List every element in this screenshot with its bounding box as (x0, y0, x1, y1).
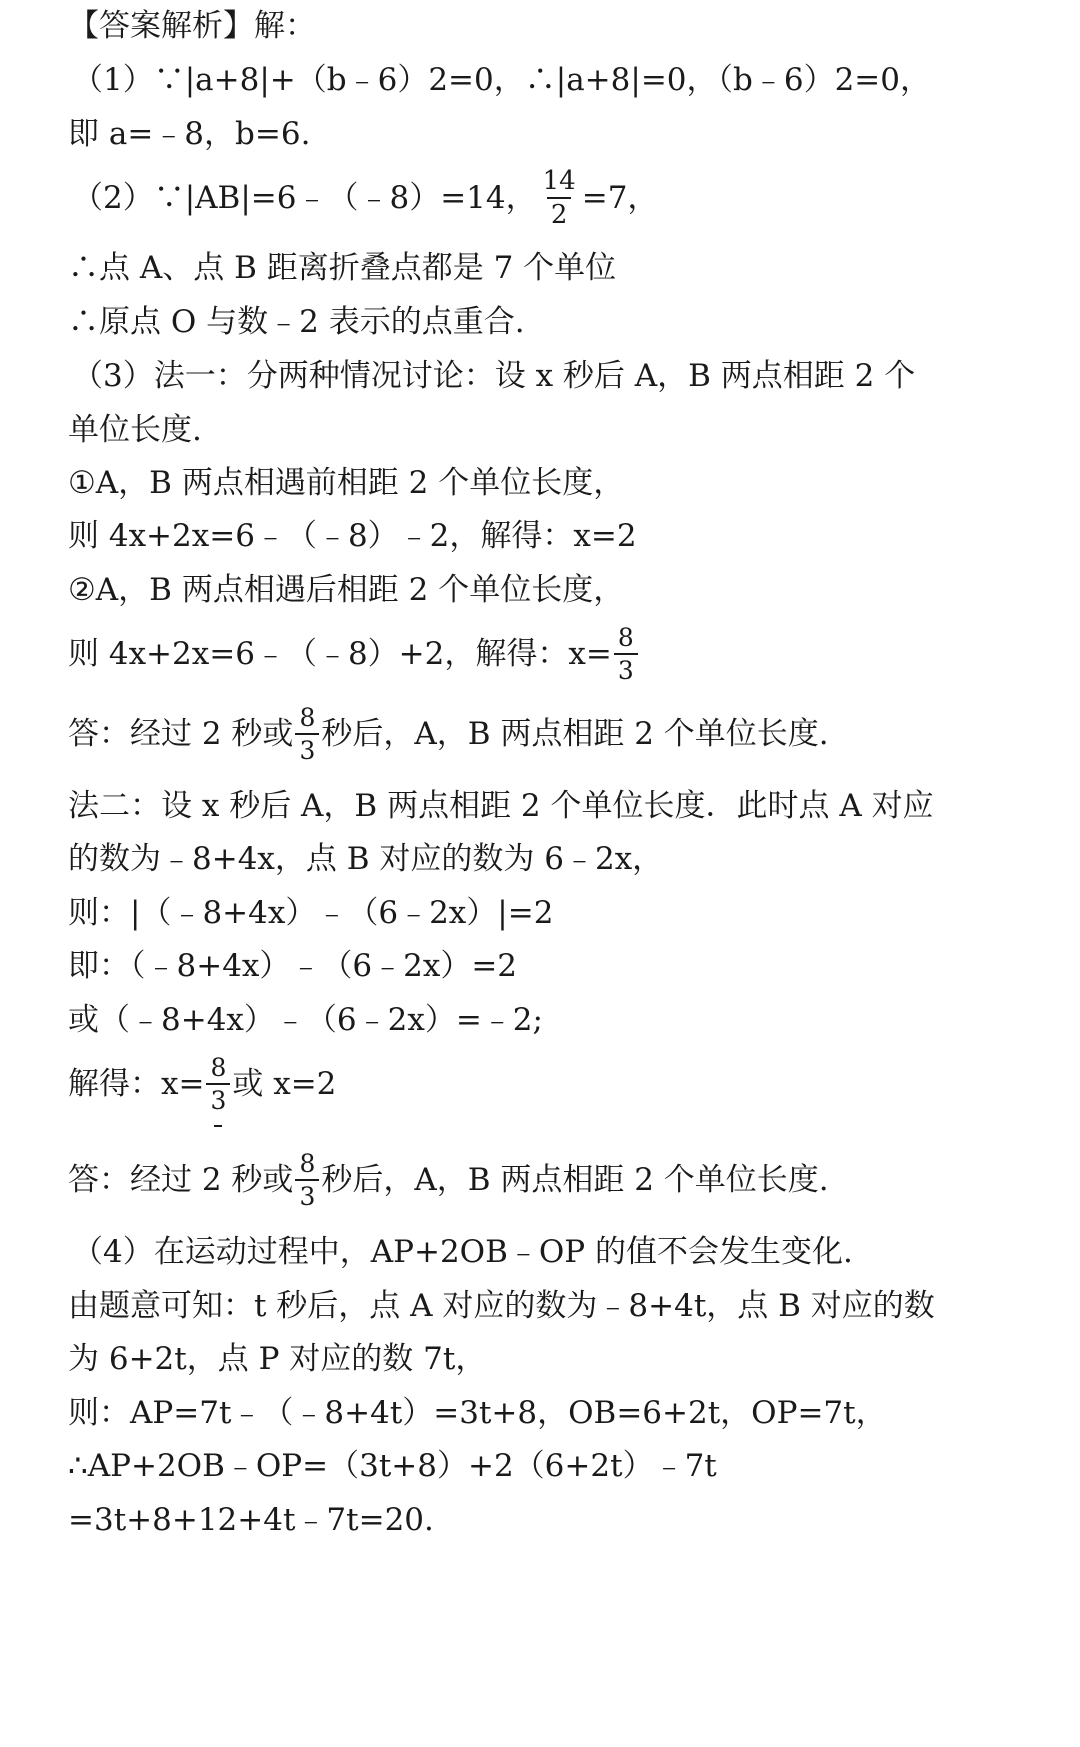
part4-result: =3t+8+12+4t﹣7t=20. (68, 1502, 434, 1538)
part3-line1 (72, 356, 915, 396)
part3-method2-positions: 的数为﹣8+4x，点 B 对应的数为 6﹣2x， (68, 841, 664, 877)
fraction-denominator: 3 (295, 733, 319, 763)
part4-given: 由题意可知：t 秒后，点 A 对应的数为﹣8+4t，点 B 对应的数 (68, 1288, 935, 1324)
part3-equation-positive: 即：（﹣8+4x）﹣（6﹣2x）=2 (68, 948, 518, 984)
part2-line3 (68, 302, 525, 342)
part3-line9 (68, 839, 663, 879)
part4-line5 (68, 1446, 717, 1486)
fraction-14-over-2 (539, 168, 580, 228)
part3-method2-intro: 法二：设 x 秒后 A，B 两点相距 2 个单位长度．此时点 A 对应 (68, 788, 934, 824)
fraction-numerator: 8 (299, 703, 316, 732)
fraction-denominator: 3 (614, 653, 638, 683)
part4-claim: （4）在运动过程中，AP+2OB﹣OP 的值不会发生变化. (72, 1234, 853, 1270)
header-text: 【答案解析】解： (68, 8, 316, 44)
part4-line4 (68, 1393, 887, 1433)
part4-line3 (68, 1339, 486, 1379)
part1-equation: （1）∵|a+8|+（b﹣6）2=0，∴|a+8|=0，（b﹣6）2=0， (72, 62, 932, 98)
part3-method1-intro: （3）法一：分两种情况讨论：设 x 秒后 A，B 两点相距 2 个 (72, 358, 916, 394)
fraction-8-over-3 (614, 625, 638, 683)
part1-line1 (72, 60, 931, 100)
fraction-8-over-3 (295, 705, 319, 763)
part4-expression: ∴AP+2OB﹣OP=（3t+8）+2（6+2t）﹣7t (68, 1448, 717, 1484)
part3-line6 (68, 623, 640, 685)
part3-case1-solution: 则 4x+2x=6﹣（﹣8）﹣2，解得：x=2 (68, 518, 637, 554)
part2-line2 (68, 248, 616, 288)
part3-answer2-pre: 答：经过 2 秒或 (68, 1162, 294, 1198)
part3-line4 (68, 516, 637, 556)
part4-line6 (68, 1500, 434, 1540)
fraction-numerator: 8 (617, 623, 634, 652)
part3-equation-negative: 或（﹣8+4x）﹣（6﹣2x）=﹣2; (68, 1002, 543, 1038)
part3-line5 (68, 570, 624, 610)
part3-abs-equation: 则：|（﹣8+4x）﹣（6﹣2x）|=2 (68, 895, 554, 931)
part3-solve-post: 或 x=2 (232, 1066, 337, 1102)
part3-line7 (68, 703, 829, 765)
part3-answer1-pre: 答：经过 2 秒或 (68, 716, 294, 752)
part2-line1 (72, 166, 659, 230)
stray-mark (214, 1125, 222, 1127)
part4-distances: 则：AP=7t﹣（﹣8+4t）=3t+8，OB=6+2t，OP=7t， (68, 1395, 887, 1431)
part3-line3 (68, 463, 624, 503)
part3-solve-pre: 解得：x= (68, 1066, 205, 1102)
fraction-numerator: 8 (299, 1149, 316, 1178)
part1-line2 (68, 114, 310, 154)
part4-line2 (68, 1286, 935, 1326)
fraction-denominator: 3 (206, 1083, 230, 1113)
part3-line11 (68, 946, 517, 986)
fraction-numerator: 8 (210, 1053, 227, 1082)
answer-header (68, 6, 316, 46)
part4-given-cont: 为 6+2t，点 P 对应的数 7t， (68, 1341, 487, 1377)
part2-distance: （2）∵|AB|=6﹣（﹣8）=14， (72, 180, 537, 216)
part3-answer2-post: 秒后，A，B 两点相距 2 个单位长度. (321, 1162, 829, 1198)
part3-line14 (68, 1149, 829, 1211)
fraction-denominator: 2 (547, 197, 572, 228)
part4-line1 (72, 1232, 853, 1272)
part2-conclusion: ∴原点 O 与数﹣2 表示的点重合. (68, 304, 525, 340)
part3-answer1-post: 秒后，A，B 两点相距 2 个单位长度. (321, 716, 829, 752)
fraction-8-over-3 (206, 1055, 230, 1113)
part1-result: 即 a=﹣8，b=6. (68, 116, 311, 152)
part2-half: =7， (581, 180, 659, 216)
part3-case2: ②A，B 两点相遇后相距 2 个单位长度， (68, 572, 625, 608)
fraction-numerator: 14 (542, 166, 576, 196)
part3-line2 (68, 410, 202, 450)
part3-case1: ①A，B 两点相遇前相距 2 个单位长度， (68, 465, 625, 501)
part3-line8 (68, 786, 934, 826)
part3-case2-solution: 则 4x+2x=6﹣（﹣8）+2，解得：x= (68, 636, 612, 672)
part3-line13 (68, 1053, 337, 1115)
part3-line12 (68, 1000, 543, 1040)
part3-line10 (68, 893, 553, 933)
part2-fold-distance: ∴点 A、点 B 距离折叠点都是 7 个单位 (68, 250, 617, 286)
fraction-denominator: 3 (295, 1179, 319, 1209)
part3-unit-length: 单位长度. (68, 412, 202, 448)
fraction-8-over-3 (295, 1151, 319, 1209)
